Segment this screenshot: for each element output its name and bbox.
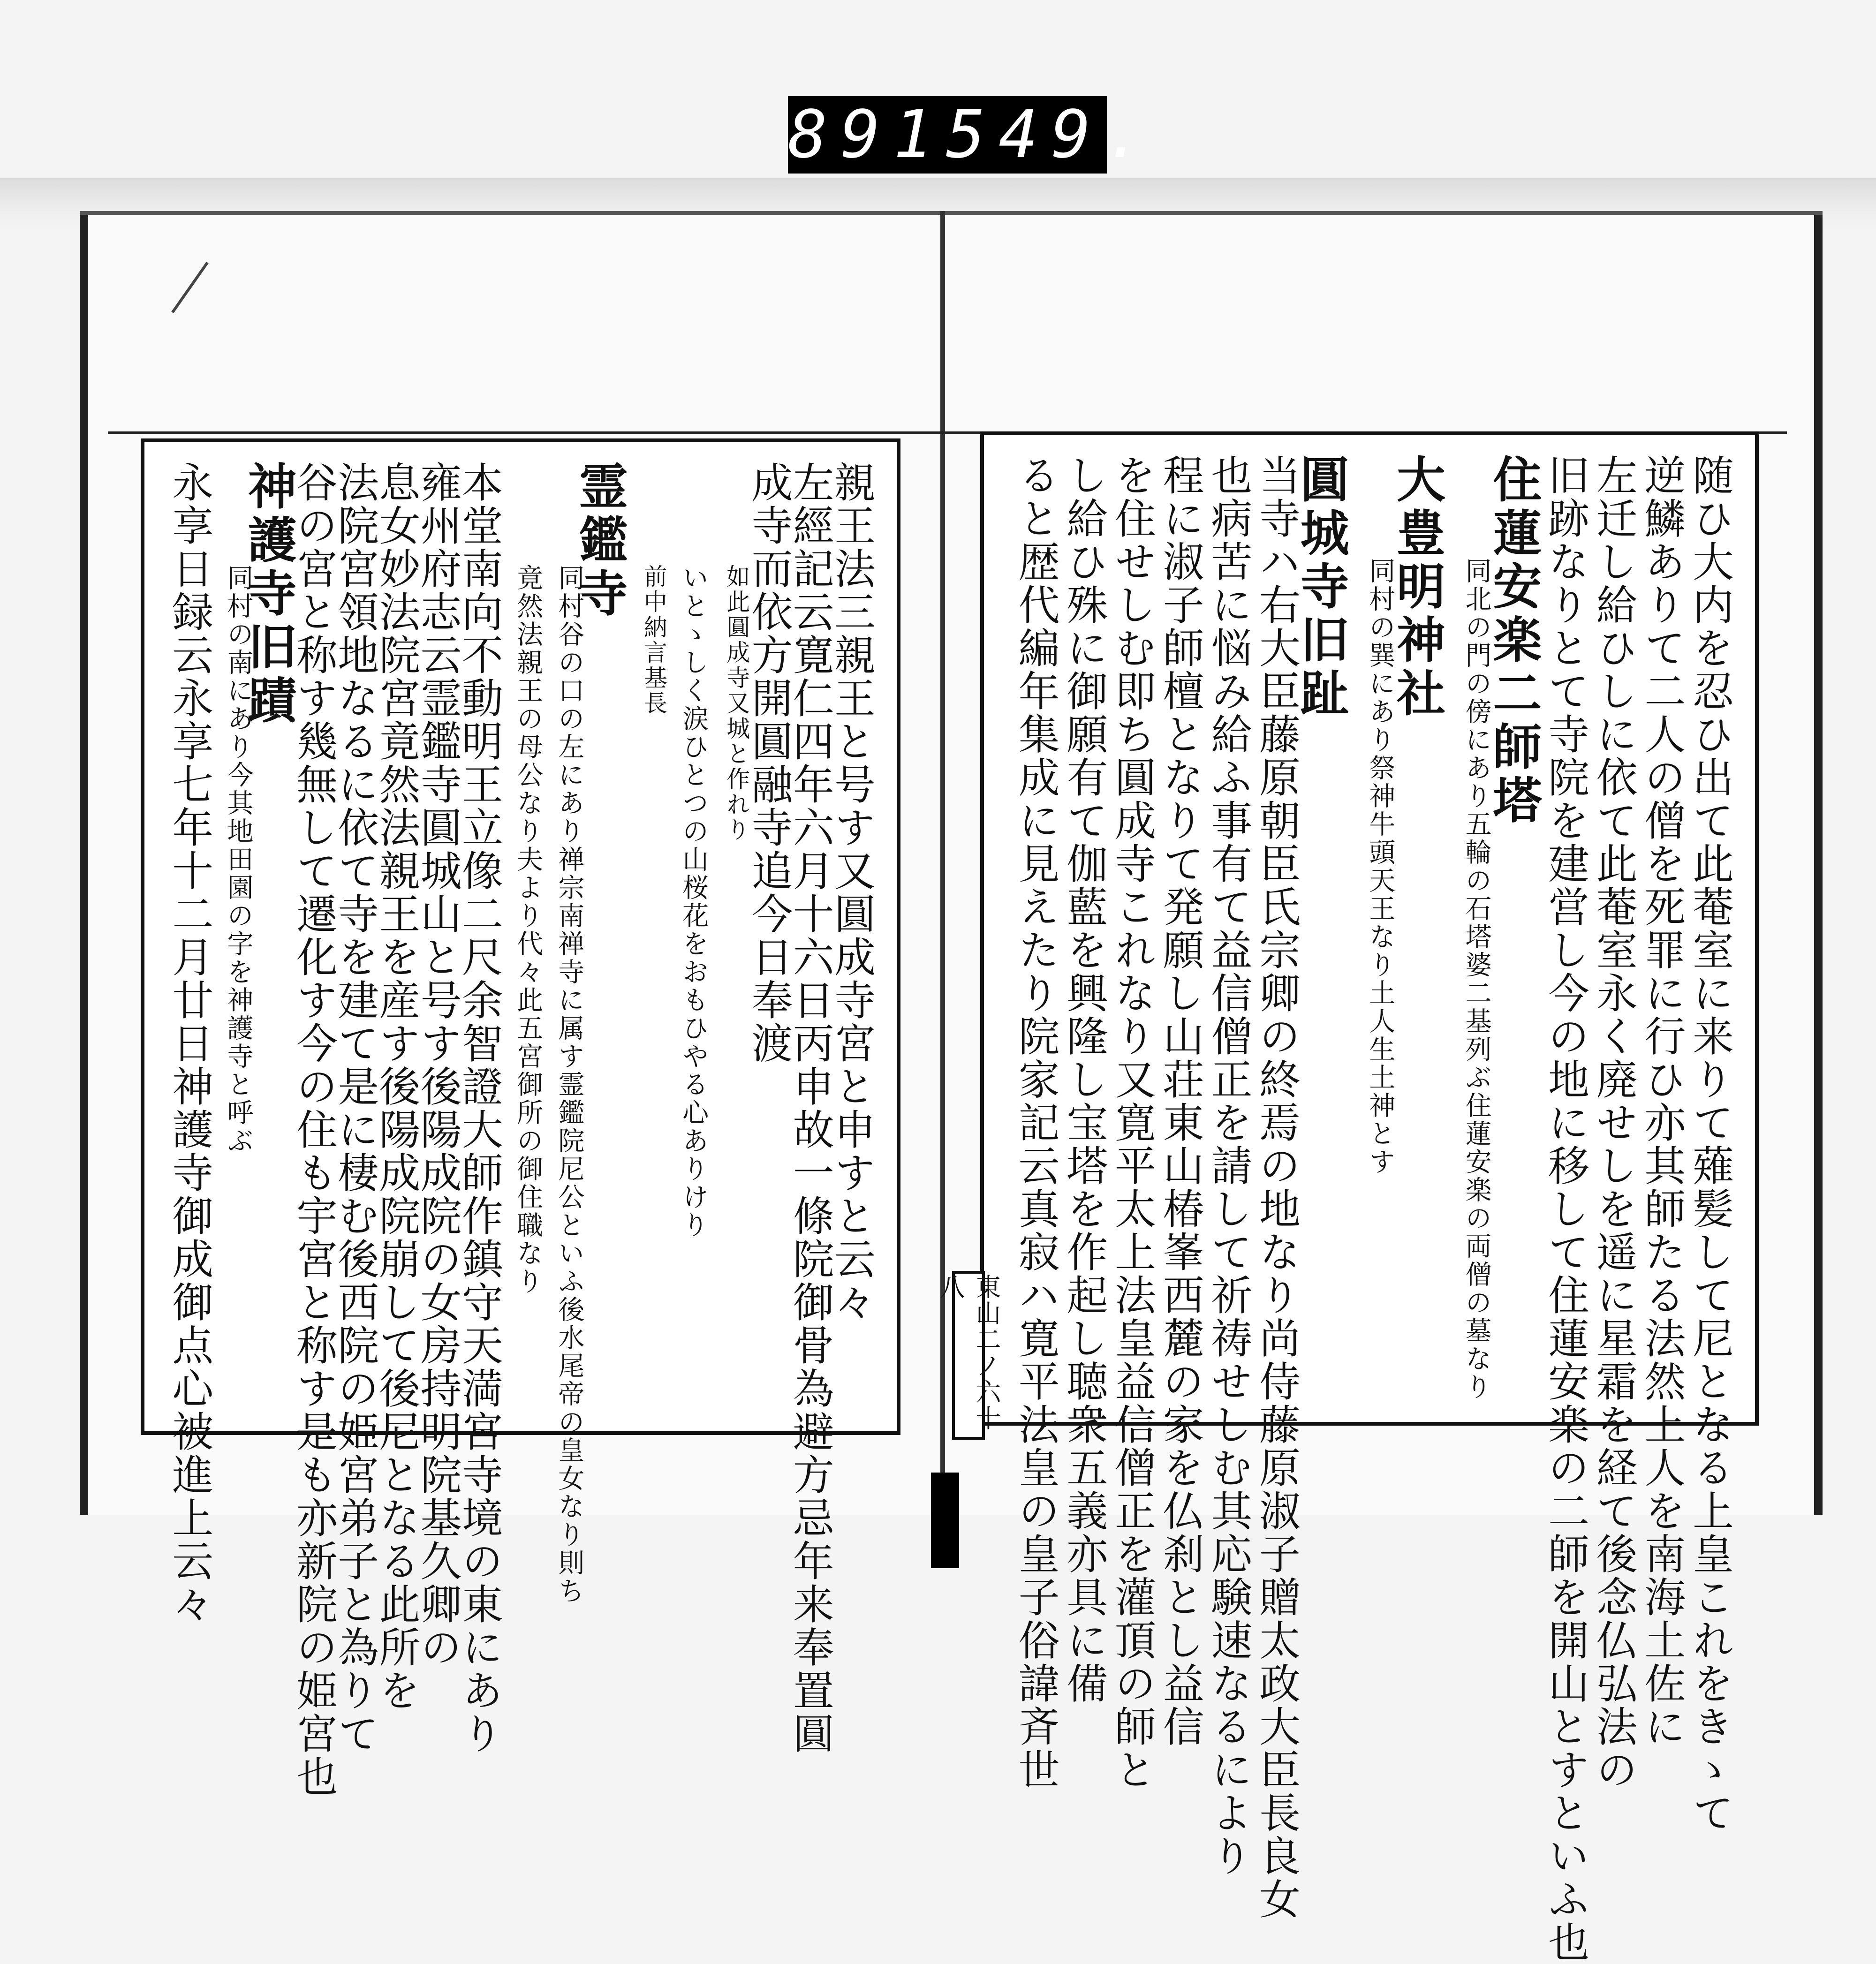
left-page-column-sub: 前中納言基長	[640, 564, 667, 716]
page-folio	[936, 1271, 1001, 1440]
left-page-column-sub: 如此圓成寺又城と作れり	[723, 564, 750, 843]
right-page-column-text: 程に淑子師檀となりて発願し山荘東山椿峯西麓の家を仏刹とし益信	[1156, 454, 1205, 1748]
left-page-column-text: 本堂南向不動明王立像二尺余智證大師作鎮守天満宮寺境の東にあり	[455, 461, 504, 1755]
right-page-column-text: し給ひ殊に御願有て伽藍を興隆し宝塔を作起し聴衆五義亦具に備	[1060, 454, 1109, 1705]
right-page-column-title: 住蓮安楽二師塔	[1484, 454, 1543, 828]
left-page-column-text: 左經記云寛仁四年六月十六日丙申故一條院御骨為避方忌年来奉置圓	[786, 461, 835, 1755]
left-page-column-note: 同村谷の口の左にあり禅宗南禅寺に属す霊鑑院尼公といふ後水尾帝の皇女なり則ち	[554, 564, 585, 1605]
catalog-number-left: 891	[788, 97, 946, 173]
right-page-column-text: ると歴代編年集成に見えたり院家記云真寂ハ寛平法皇の皇子俗諱斉世	[1012, 454, 1060, 1791]
right-page-frame	[980, 431, 1759, 1964]
book-spine	[931, 1473, 959, 1568]
left-page-column-text: 法院宮領地なるに依て寺を建て是に棲む後西院の姫宮弟子と為りて	[331, 461, 380, 1755]
right-page-column-title: 圓城寺旧趾	[1292, 454, 1350, 721]
left-page-column-note: いとゝしく涙ひとつの山桜花をおもひやる心ありけり	[678, 564, 709, 1239]
right-page-column-text: 随ひ大内を忍ひ出て此菴室に来りて薙髪して尼となる上皇これをきゝて	[1686, 454, 1734, 1835]
right-page-column-title: 大豊明神社	[1388, 454, 1446, 721]
left-page-column-text: 親王法三親王と号す又圓成寺宮と申すと云々	[828, 461, 876, 1324]
right-page-column-text: 也病苦に悩み給ふ事有て益信僧正を請して祈祷せしむ其応験速なるにより	[1204, 454, 1253, 1878]
folio-label: 東山二ノ六十八	[936, 1274, 1001, 1431]
left-page-column-title: 神護寺旧蹟	[239, 461, 297, 728]
right-page-column-note: 同北の門の傍にあり五輪の石塔婆二基列ぶ住蓮安楽の両僧の墓なり	[1461, 557, 1492, 1401]
left-page-column-text: 雍州府志云霊鑑寺圓城山と号す後陽成院の女房持明院基久卿の	[414, 461, 462, 1669]
left-page-column-note: 竟然法親王の母公なり夫より代々此五宮御所の御住職なり	[513, 564, 544, 1296]
right-page-column-text: 当寺ハ右大臣藤原朝臣氏宗卿の終焉の地なり尚侍藤原淑子贈太政大臣長良女	[1253, 454, 1301, 1921]
book-top-edge	[80, 211, 1823, 215]
catalog-number-label	[788, 96, 1157, 174]
right-page-column-text: 逆鱗ありて二人の僧を死罪に行ひ亦其師たる法然上人を南海土佐に	[1638, 454, 1687, 1748]
left-page-column-text: 永享日録云永享七年十二月廿日神護寺御成御点心被進上云々	[166, 461, 214, 1626]
left-page-column-text: 息女妙法院宮竟然法親王を産す後陽成院崩して後尼となる此所を	[372, 461, 421, 1712]
left-page-column-note: 同村の南にあり今其地田園の字を神護寺と呼ぶ	[223, 564, 254, 1155]
catalog-number-right: 549.	[946, 97, 1157, 173]
right-page-column-text: 左迁し給ひしに依て此菴室永く廃せしを遥に星霜を経て後念仏弘法の	[1589, 454, 1638, 1791]
left-page-frame	[141, 438, 900, 1798]
left-page-column-title: 霊鑑寺	[570, 461, 628, 621]
left-page-column-text: 成寺而依方開圓融寺追今日奉渡	[745, 461, 794, 1065]
right-page-column-text: を住せしむ即ち圓成寺これなり又寛平太上法皇益信僧正を灌頂の師と	[1108, 454, 1157, 1791]
left-page-column-text: 谷の宮と称す幾無して遷化す今の住も宇宮と称す是も亦新院の姫宮也	[289, 461, 338, 1798]
right-page-column-text: 旧跡なりとて寺院を建営し今の地に移して住蓮安楽の二師を開山とすといふ也	[1542, 454, 1590, 1964]
right-page-column-note: 同村の巽にあり祭神牛頭天王なり土人生土神とす	[1365, 557, 1396, 1176]
